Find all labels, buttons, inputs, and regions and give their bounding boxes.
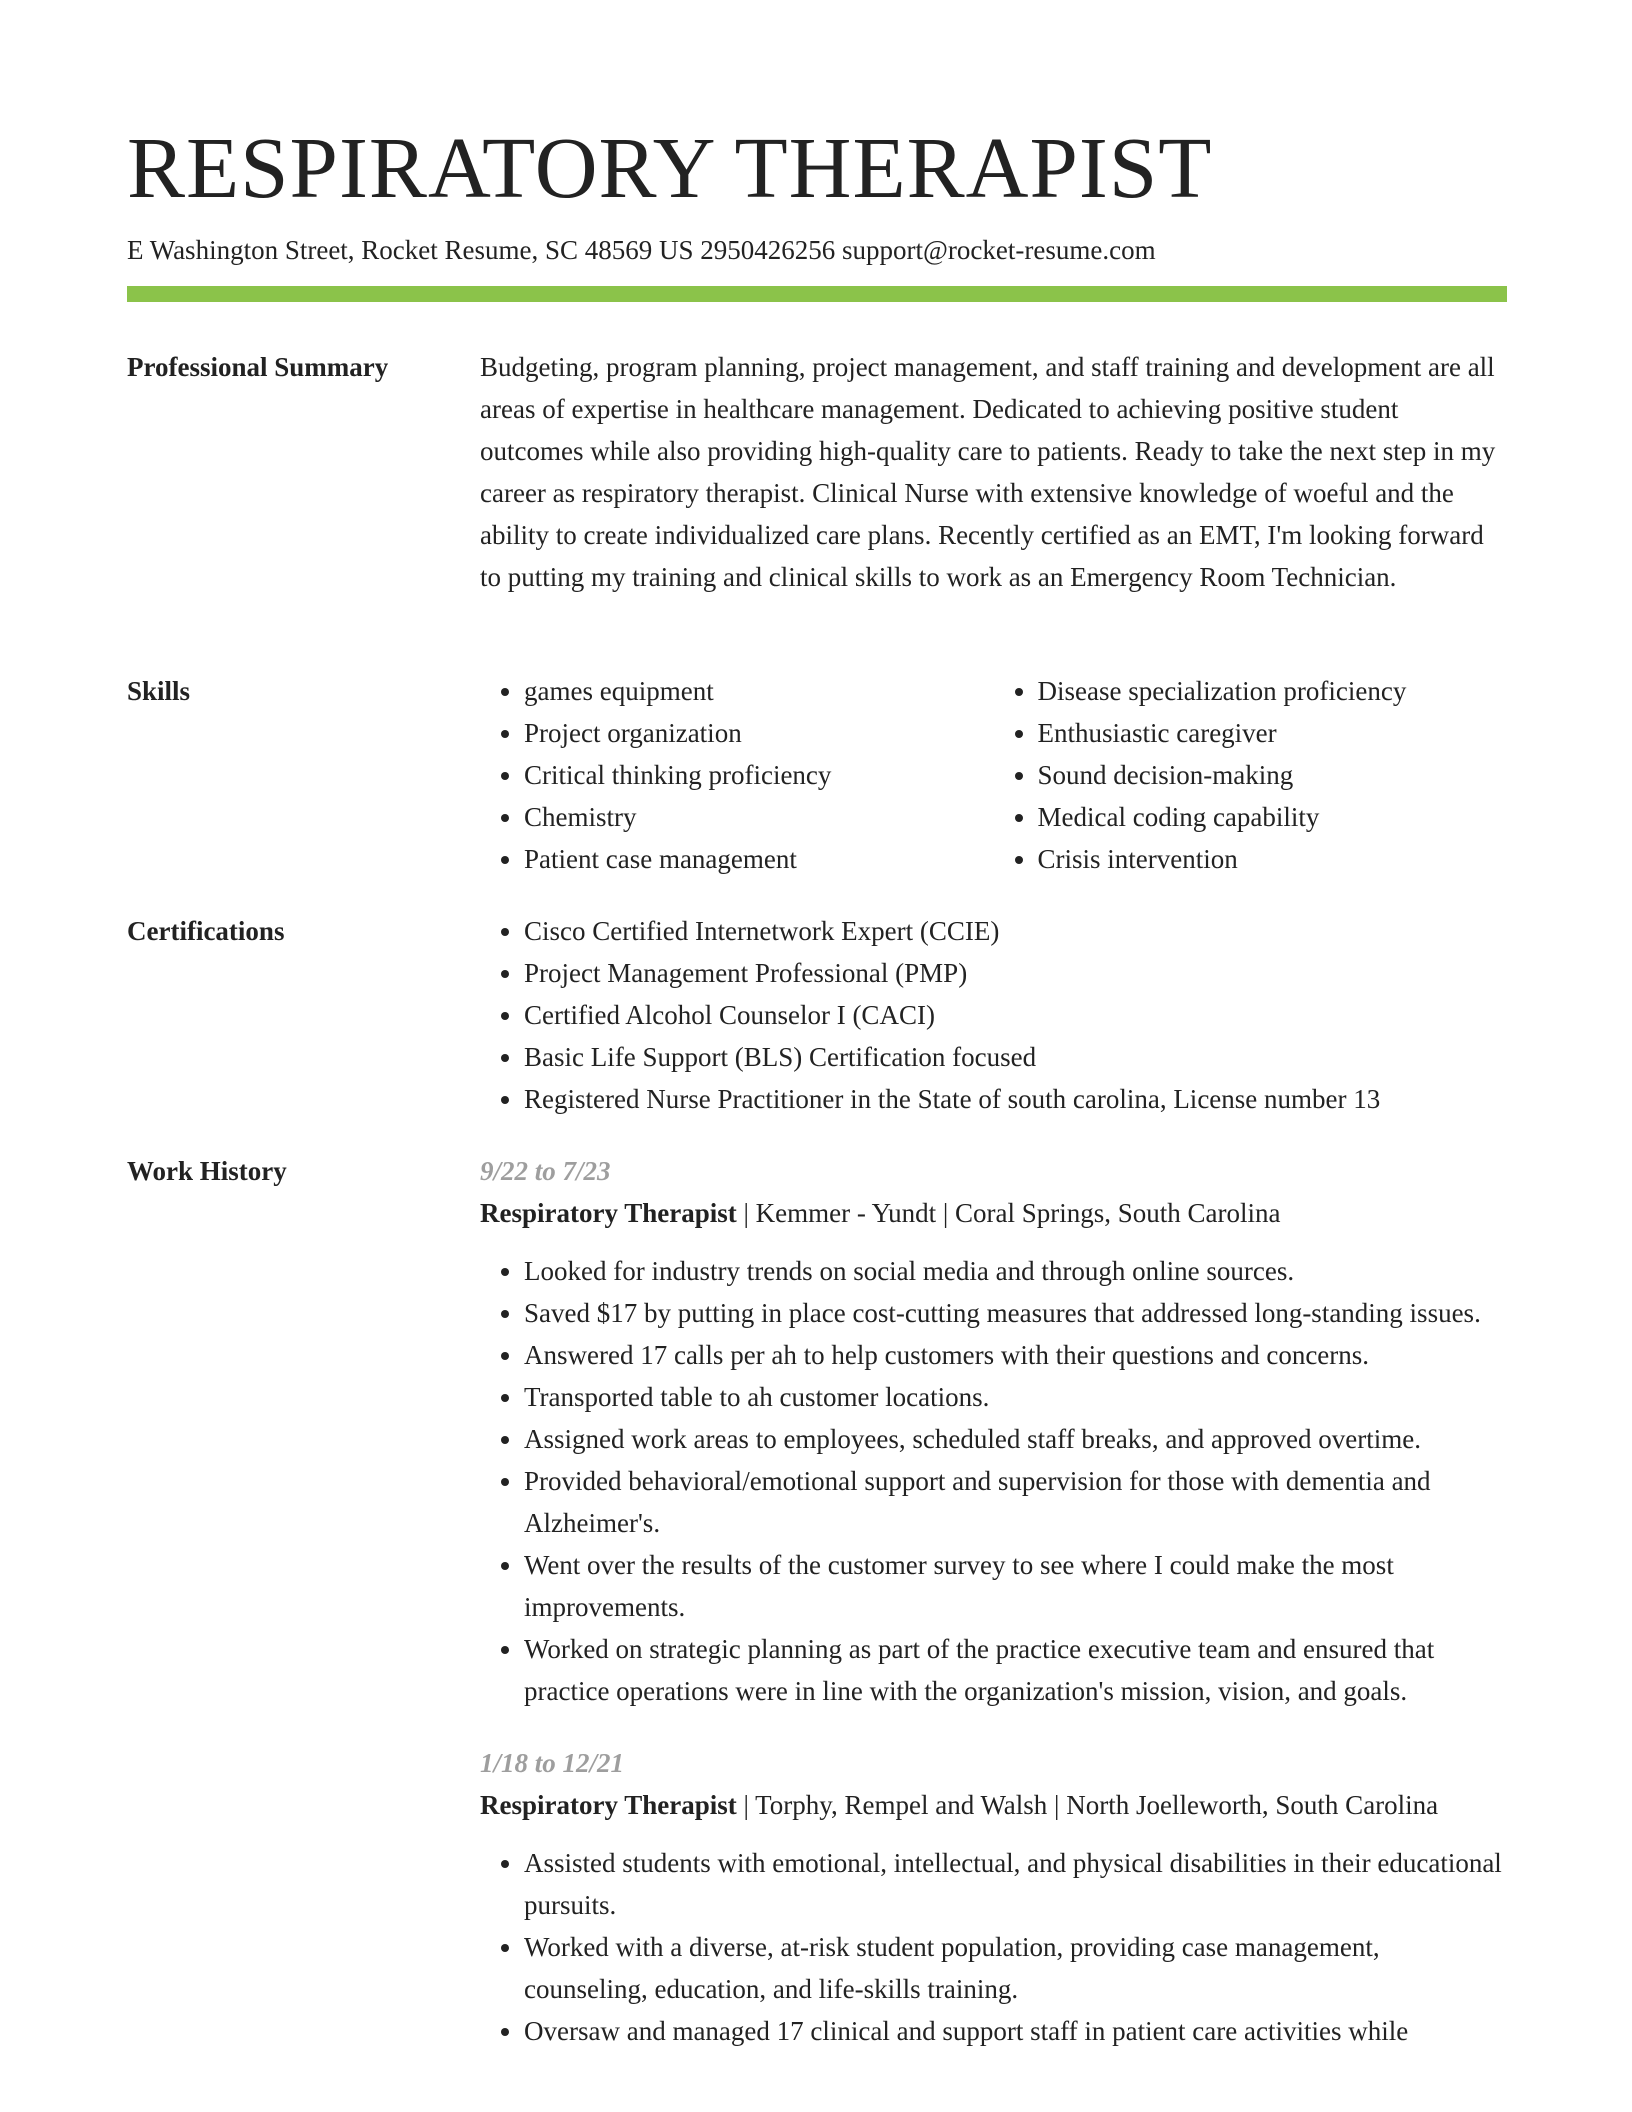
skill-item: • Chemistry: [524, 796, 994, 838]
contact-line: E Washington Street, Rocket Resume, SC 48569 US 2950426256 support@rocket-resume.com: [127, 235, 1156, 265]
job-bullet: • Looked for industry trends on social media and through online sources.: [524, 1250, 1507, 1292]
job-bullet: • Went over the results of the customer survey to see where I could make the most improvements.: [524, 1544, 1507, 1628]
job-bullets: [480, 1250, 1507, 1712]
job-title-line: [480, 1784, 1507, 1826]
skills-heading: Skills: [127, 676, 191, 706]
job-bullet: • Saved $17 by putting in place cost-cutting measures that addressed long-standing issues.: [524, 1292, 1507, 1334]
job-details: | Torphy, Rempel and Walsh | North Joelleworth, South Carolina: [736, 1790, 1439, 1820]
certification-item: • Project Management Professional (PMP): [524, 952, 1507, 994]
resume-title: RESPIRATORY THERAPIST: [127, 119, 1213, 216]
header-divider: [127, 286, 1507, 302]
skill-item: • Project organization: [524, 712, 994, 754]
skill-item: • Disease specialization proficiency: [1038, 670, 1508, 712]
job-role: Respiratory Therapist: [480, 1198, 737, 1228]
job-bullet: • Answered 17 calls per ah to help customers with their questions and concerns.: [524, 1334, 1507, 1376]
skill-item: • Sound decision-making: [1038, 754, 1508, 796]
job-bullet: • Assisted students with emotional, intellectual, and physical disabilities in their educational pursuits.: [524, 1842, 1507, 1926]
job-title-line: [480, 1192, 1507, 1234]
skill-item: • Crisis intervention: [1038, 838, 1508, 880]
skill-item: • Critical thinking proficiency: [524, 754, 994, 796]
certification-item: • Cisco Certified Internetwork Expert (CCIE): [524, 910, 1507, 952]
skill-item: • games equipment: [524, 670, 994, 712]
skills-list-right: [994, 670, 1508, 880]
job-dates: 9/22 to 7/23: [480, 1156, 611, 1186]
skills-body: [480, 670, 1507, 880]
certifications-body: [480, 910, 1507, 1120]
job-bullets: [480, 1842, 1507, 2052]
job-role: Respiratory Therapist: [480, 1790, 737, 1820]
job-bullet: • Oversaw and managed 17 clinical and support staff in patient care activities while: [524, 2010, 1507, 2052]
job-details: | Kemmer - Yundt | Coral Springs, South Carolina: [736, 1198, 1281, 1228]
certification-item: • Basic Life Support (BLS) Certification focused: [524, 1036, 1507, 1078]
skill-item: • Enthusiastic caregiver: [1038, 712, 1508, 754]
job-bullet: • Worked with a diverse, at-risk student population, providing case management, counseling, education, and life-skills training.: [524, 1926, 1507, 2010]
skills-list-left: [480, 670, 994, 880]
job-dates: 1/18 to 12/21: [480, 1748, 625, 1778]
job-entry: [480, 1742, 1507, 2052]
summary-text: Budgeting, program planning, project management, and staff training and development are all areas of expertise in healthcare management. Dedicated to achieving positive student outcomes while also providing high-quality care to patients. Ready to take the next step in my career as respiratory therapist. Clinical Nurse with extensive knowledge of woeful and the ability to create individualized care plans. Recently certified as an EMT, I'm looking forward to putting my training and clinical skills to work as an Emergency Room Technician.: [480, 352, 1496, 592]
summary-body: [480, 346, 1507, 598]
certification-item: • Certified Alcohol Counselor I (CACI): [524, 994, 1507, 1036]
job-bullet: • Assigned work areas to employees, scheduled staff breaks, and approved overtime.: [524, 1418, 1507, 1460]
job-entry: [480, 1150, 1507, 1712]
skill-item: • Medical coding capability: [1038, 796, 1508, 838]
skill-item: • Patient case management: [524, 838, 994, 880]
certifications-heading: Certifications: [127, 916, 285, 946]
work-history-heading: Work History: [127, 1156, 287, 1186]
job-bullet: • Worked on strategic planning as part of the practice executive team and ensured that practice operations were in line with the organization's mission, vision, and goals.: [524, 1628, 1507, 1712]
certification-item: • Registered Nurse Practitioner in the State of south carolina, License number 13: [524, 1078, 1507, 1120]
job-bullet: • Provided behavioral/emotional support and supervision for those with dementia and Alzheimer's.: [524, 1460, 1507, 1544]
job-bullet: • Transported table to ah customer locations.: [524, 1376, 1507, 1418]
summary-heading: Professional Summary: [127, 352, 389, 382]
certifications-list: [480, 910, 1507, 1120]
work-history-body: [480, 1150, 1507, 2052]
